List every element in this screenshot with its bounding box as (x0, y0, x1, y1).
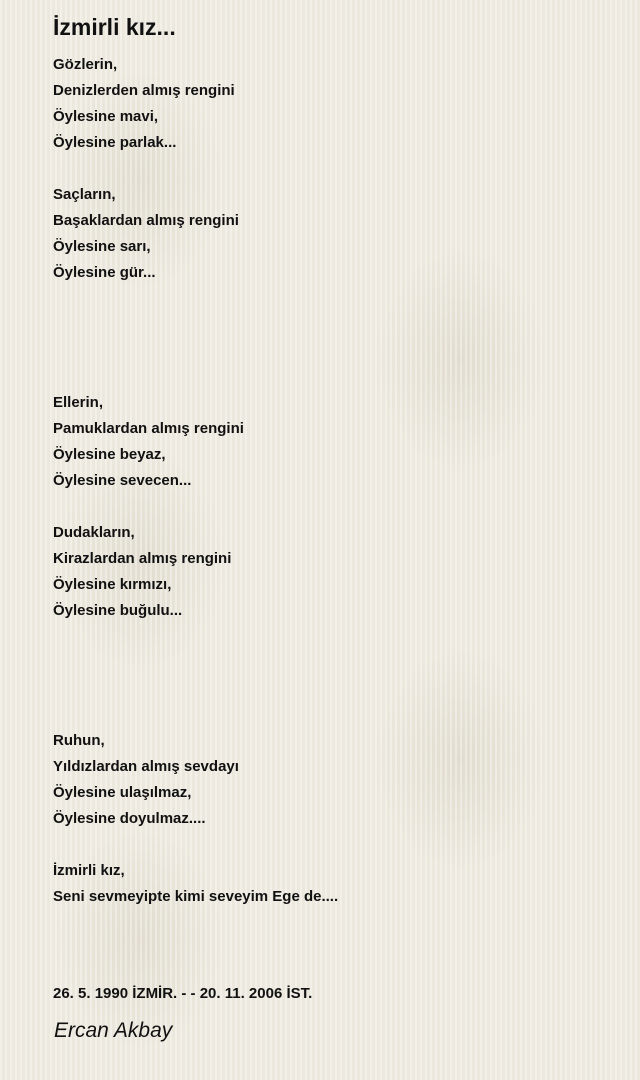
section-gap (53, 286, 613, 390)
poem-date-line: 26. 5. 1990 İZMİR. - - 20. 11. 2006 İST. (53, 985, 313, 1002)
poem-line: Gözlerin, (53, 56, 118, 73)
poem-line: Ellerin, (53, 394, 104, 411)
poem-line: İzmirli kız, (53, 862, 125, 879)
stanza-spacer (53, 156, 613, 182)
poem-line: Pamuklardan almış rengini (53, 420, 244, 437)
poem-line: Öylesine beyaz, (53, 446, 166, 463)
poem-line: Dudakların, (53, 524, 135, 541)
stanza-6 (53, 858, 613, 910)
stanza-spacer (53, 832, 613, 858)
poem-line: Öylesine ulaşılmaz, (53, 784, 192, 801)
poem-line: Seni sevmeyipte kimi seveyim Ege de.... (53, 888, 339, 905)
stanza-2 (53, 182, 613, 286)
stanza-1 (53, 52, 613, 156)
poem-line: Öylesine parlak... (53, 134, 177, 151)
poem-title: İzmirli kız... (53, 14, 176, 40)
poem-line: Öylesine sarı, (53, 238, 151, 255)
poem-line: Ruhun, (53, 732, 105, 749)
poem-line: Öylesine doyulmaz.... (53, 810, 206, 827)
poem-author: Ercan Akbay (54, 1019, 173, 1042)
poem-line: Yıldızlardan almış sevdayı (53, 758, 239, 775)
poem-body (53, 52, 613, 910)
poem-line: Denizlerden almış rengini (53, 82, 235, 99)
poem-line: Öylesine mavi, (53, 108, 159, 125)
stanza-spacer (53, 494, 613, 520)
poem-line: Öylesine buğulu... (53, 602, 183, 619)
poem-line: Öylesine gür... (53, 264, 156, 281)
poem-line: Başaklardan almış rengini (53, 212, 239, 229)
poem-line: Öylesine sevecen... (53, 472, 192, 489)
poem-line: Öylesine kırmızı, (53, 576, 172, 593)
stanza-3 (53, 390, 613, 494)
section-gap (53, 624, 613, 728)
poem-line: Saçların, (53, 186, 116, 203)
stanza-4 (53, 520, 613, 624)
stanza-5 (53, 728, 613, 832)
poem-line: Kirazlardan almış rengini (53, 550, 232, 567)
